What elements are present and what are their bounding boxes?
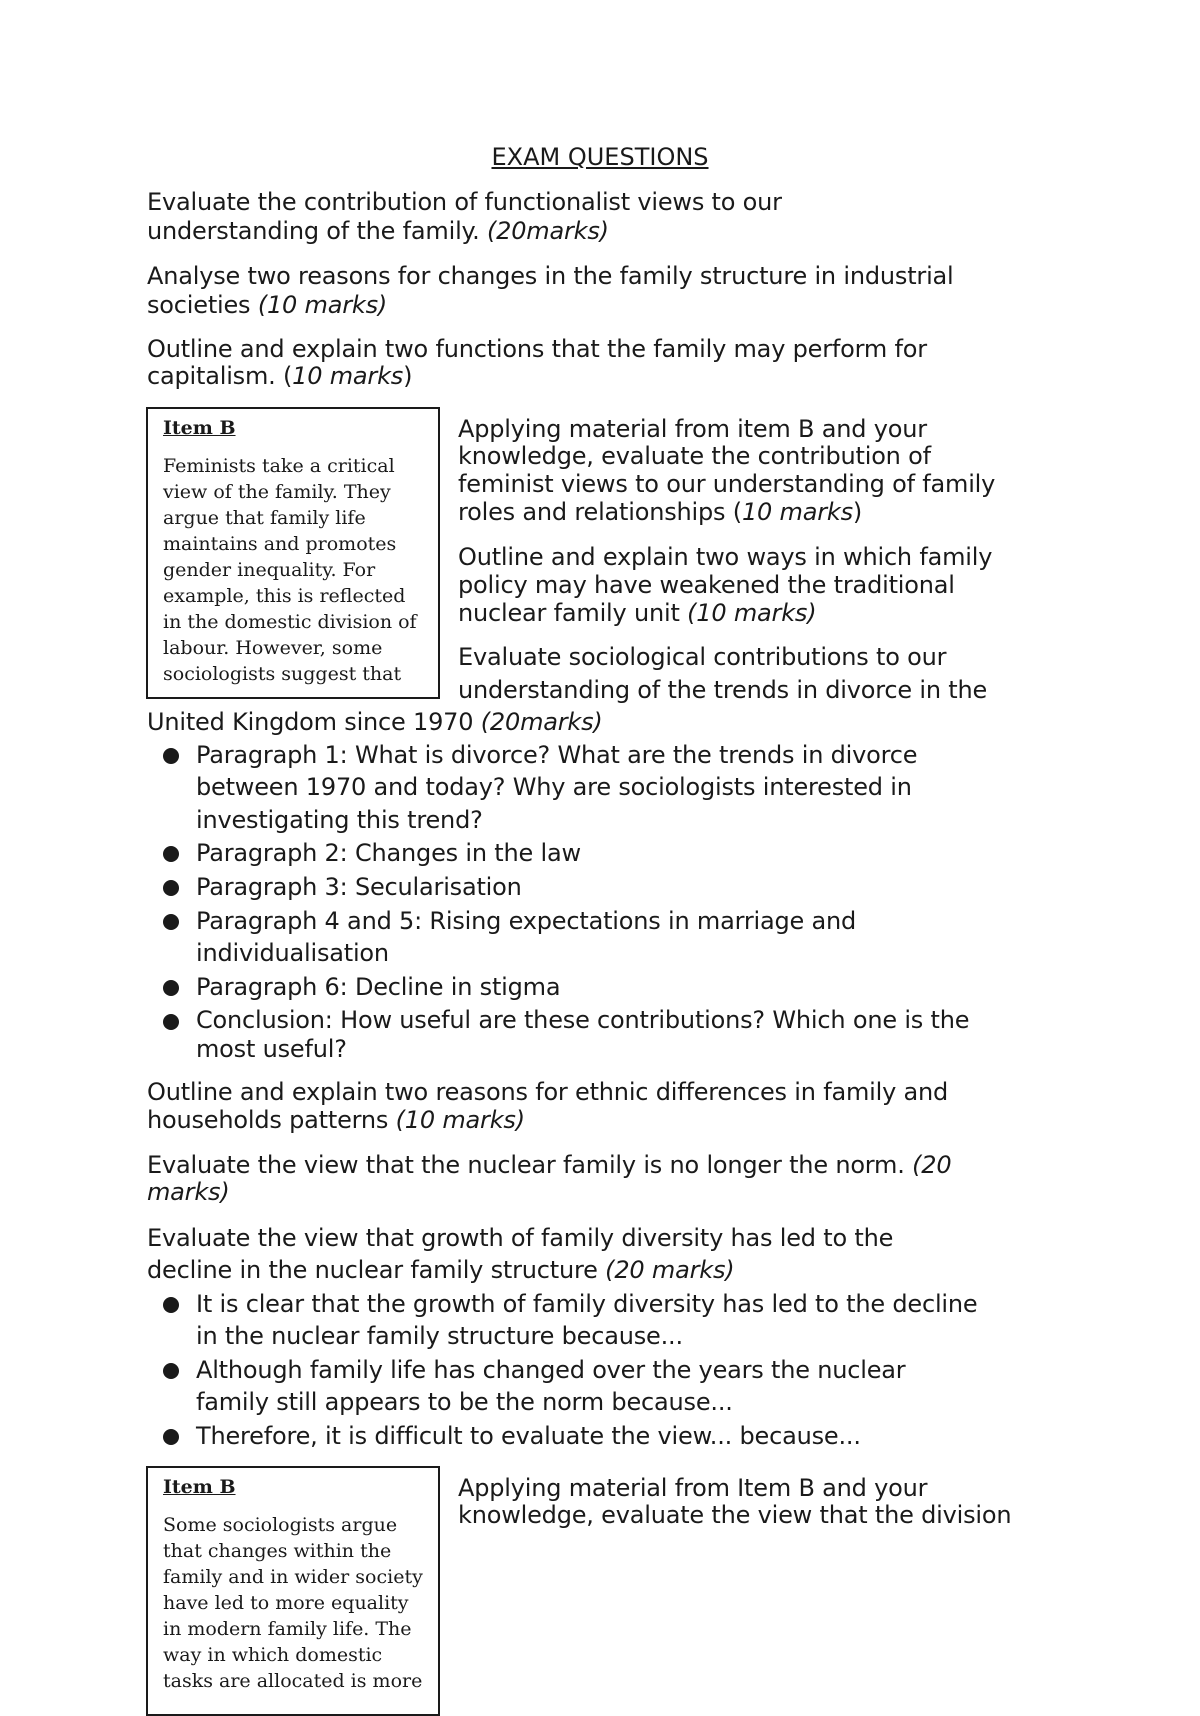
q6-bullet-1-line-3: investigating this trend?: [196, 806, 483, 834]
bullet-dot: [163, 1363, 179, 1379]
bullet-dot: [163, 1429, 179, 1445]
q6-bullet-2: Paragraph 2: Changes in the law: [196, 839, 581, 867]
item-b-2-line: family and in wider society: [163, 1566, 423, 1588]
q7-line-2: households patterns (10 marks): [147, 1106, 525, 1134]
q10-line-1: Applying material from Item B and your: [458, 1474, 928, 1502]
q1-marks: (20marks): [487, 217, 609, 245]
q5-line-1: Outline and explain two ways in which family: [458, 543, 993, 571]
q4-line-1: Applying material from item B and your: [458, 415, 927, 443]
q6-bullet-1-line-1: Paragraph 1: What is divorce? What are the trends in divorce: [196, 741, 918, 769]
item-b-2-line: way in which domestic: [163, 1644, 383, 1666]
q9-line-2: decline in the nuclear family structure (20 marks): [147, 1256, 735, 1284]
q8-marks-1: (20: [912, 1151, 952, 1179]
q4-marks: 10 marks: [741, 498, 853, 526]
q9-line-1: Evaluate the view that growth of family diversity has led to the: [147, 1224, 894, 1252]
bullet-dot: [163, 914, 179, 930]
q2-line-1: Analyse two reasons for changes in the family structure in industrial: [147, 262, 954, 290]
q3-marks: 10 marks: [292, 362, 404, 390]
item-b-2-line: Some sociologists argue: [163, 1514, 398, 1536]
q4-line-3: feminist views to our understanding of family: [458, 470, 996, 498]
q8-line-1: Evaluate the view that the nuclear family is no longer the norm. (20: [147, 1151, 952, 1179]
q4-line-4: roles and relationships (10 marks): [458, 498, 863, 526]
q1-line-1: Evaluate the contribution of functionalist views to our: [147, 188, 782, 216]
item-b-1-line: labour. However, some: [163, 637, 383, 659]
q9-bullet-1-line-2: in the nuclear family structure because...: [196, 1322, 683, 1350]
q10-line-2: knowledge, evaluate the view that the division: [458, 1501, 1012, 1529]
q9-bullet-1-line-1: It is clear that the growth of family diversity has led to the decline: [196, 1290, 978, 1318]
item-b-heading-1: Item B: [163, 417, 236, 439]
bullet-dot: [163, 980, 179, 996]
q6-bullet-4-line-2: individualisation: [196, 939, 389, 967]
q4-line-2: knowledge, evaluate the contribution of: [458, 442, 931, 470]
item-b-1-line: argue that family life: [163, 507, 366, 529]
bullet-dot: [163, 1297, 179, 1313]
item-b-heading-2: Item B: [163, 1476, 236, 1498]
item-b-box-2: [146, 1466, 440, 1716]
q3-line-2: capitalism. (10 marks): [147, 362, 413, 390]
q2-line-2: societies (10 marks): [147, 291, 388, 319]
q7-line-1: Outline and explain two reasons for ethnic differences in family and: [147, 1078, 949, 1106]
bullet-dot: [163, 846, 179, 862]
q6-line-3: United Kingdom since 1970 (20marks): [147, 708, 603, 736]
q6-bullet-5: Paragraph 6: Decline in stigma: [196, 973, 561, 1001]
item-b-box-1: [146, 407, 440, 699]
q5-line-3: nuclear family unit (10 marks): [458, 599, 817, 627]
q6-bullet-1-line-2: between 1970 and today? Why are sociologists interested in: [196, 773, 912, 801]
item-b-1-line: Feminists take a critical: [163, 455, 395, 477]
bullet-dot: [163, 880, 179, 896]
q5-line-2: policy may have weakened the traditional: [458, 571, 955, 599]
q3-line-1: Outline and explain two functions that the family may perform for: [147, 335, 927, 363]
item-b-1-line: in the domestic division of: [163, 611, 417, 633]
item-b-2-line: that changes within the: [163, 1540, 392, 1562]
q5-marks: (10 marks): [687, 599, 817, 627]
q6-bullet-6-line-2: most useful?: [196, 1035, 347, 1063]
item-b-1-line: maintains and promotes: [163, 533, 397, 555]
q2-marks: (10 marks): [257, 291, 388, 319]
q8-marks-2: marks): [147, 1178, 230, 1206]
item-b-2-line: have led to more equality: [163, 1592, 409, 1614]
q6-bullet-4-line-1: Paragraph 4 and 5: Rising expectations in marriage and: [196, 907, 857, 935]
q9-bullet-2-line-2: family still appears to be the norm because...: [196, 1388, 733, 1416]
q1-line-2: understanding of the family. (20marks): [147, 217, 609, 245]
q7-marks: (10 marks): [395, 1106, 525, 1134]
bullet-dot: [163, 1014, 179, 1030]
item-b-1-line: sociologists suggest that: [163, 663, 402, 685]
q9-marks: (20 marks): [605, 1256, 735, 1284]
q9-bullet-3: Therefore, it is difficult to evaluate the view... because...: [196, 1422, 861, 1450]
q6-line-2: understanding of the trends in divorce in the: [458, 676, 988, 704]
q9-bullet-2-line-1: Although family life has changed over the years the nuclear: [196, 1356, 906, 1384]
item-b-1-line: example, this is reflected: [163, 585, 406, 607]
item-b-1-line: gender inequality. For: [163, 559, 376, 581]
q6-bullet-3: Paragraph 3: Secularisation: [196, 873, 522, 901]
item-b-1-line: view of the family. They: [163, 481, 391, 503]
item-b-2-line: tasks are allocated is more: [163, 1670, 423, 1692]
bullet-dot: [163, 748, 179, 764]
q6-line-1: Evaluate sociological contributions to our: [458, 643, 947, 671]
page-title: EXAM QUESTIONS: [491, 143, 709, 171]
item-b-2-line: in modern family life. The: [163, 1618, 412, 1640]
q6-marks: (20marks): [480, 708, 603, 736]
q6-bullet-6-line-1: Conclusion: How useful are these contributions? Which one is the: [196, 1006, 970, 1034]
